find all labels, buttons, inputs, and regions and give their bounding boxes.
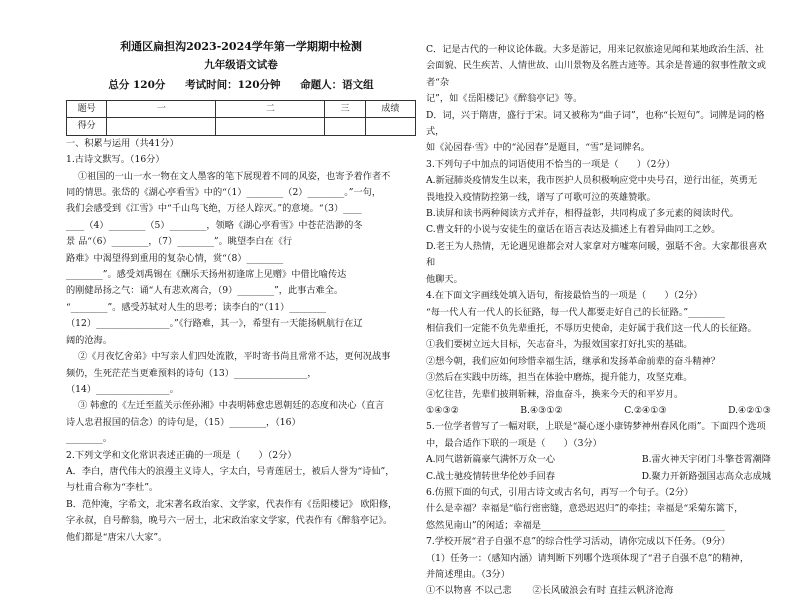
q1-line: ③ 韩愈的《左迁至蓝关示侄孙湘》中表明韩愈忠恩朝廷的态度和决心（直言 bbox=[78, 400, 385, 412]
score-header-cell: 成绩 bbox=[365, 101, 415, 118]
q5-options-row bbox=[426, 469, 771, 485]
q6-text: 什么是幸福？幸福是“临行密密缝，意恐迟迟归”的牵挂；幸福是“采菊东篱下， bbox=[426, 503, 744, 515]
q1-line: “________”。感受苏轼对人生的思考；读李白的“（11）________ bbox=[66, 301, 327, 313]
question-5: 5.一位学者曾写了一幅对联，上联是“凝心逐小康铸梦神州春风化雨”。下面四个选项 bbox=[426, 421, 766, 433]
q4-sentence: ①我们要树立远大目标，矢志奋斗，为报效国家打好扎实的基础。 bbox=[426, 339, 693, 351]
q1-line: ②《月夜忆舍弟》中写亲人们四处流散，平时寄书尚且常常不达，更何况战事 bbox=[78, 351, 391, 363]
score-cell[interactable] bbox=[216, 118, 325, 135]
q1-line: 我们会感受到《江雪》中“千山鸟飞绝，万径人踪灭。”的意境。“（3）____ bbox=[66, 203, 362, 215]
q1-line: （14）________________。 bbox=[66, 383, 179, 395]
q1-line: ____（4）________（5）________，领略《湖心亭看雪》中苍茫浩渺的冬 bbox=[66, 219, 363, 231]
score-table bbox=[66, 100, 416, 136]
q7-option: ②长风破浪会有时 直挂云帆济沧海 bbox=[532, 585, 674, 597]
question-5-cont: 中，最合适作下联的一项是（ ）（3分） bbox=[426, 437, 602, 449]
right-column bbox=[426, 42, 771, 600]
q2-option-a: A．李白，唐代伟大的浪漫主义诗人，字太白，号青莲居士，被后人誉为“诗仙”， bbox=[66, 465, 395, 477]
q1-line: 频仍，生死茫茫当更难预料的诗句（13）________________， bbox=[66, 367, 317, 379]
q4-option[interactable]: D.④②①③ bbox=[728, 404, 771, 416]
q5-options-row bbox=[426, 452, 771, 468]
q4-option[interactable]: ①④③② bbox=[426, 404, 459, 416]
q1-line: （12）________________。”《行路难，其一》，希望有一天能扬帆航行在辽 bbox=[66, 318, 363, 330]
exam-title: 利通区扁担沟2023-2024学年第一学期期中检测 bbox=[120, 40, 362, 53]
q4-sentence: ②想今朝，我们应如何珍惜幸福生活，继承和发扬革命前辈的奋斗精神？ bbox=[426, 355, 720, 367]
setter: 命题人：语文组 bbox=[300, 79, 374, 91]
exam-meta bbox=[66, 76, 416, 94]
q1-line: ________。 bbox=[66, 433, 112, 445]
q7-task-cont: 并简述理由。（3分） bbox=[426, 569, 510, 580]
q1-line: 诗人忠君报国的信念）的诗句是，（15）________，（16） bbox=[66, 416, 301, 428]
q1-line: ①祖国的一山一水一物在文人墨客的笔下展现着不同的风姿，也寄予着作者不 bbox=[78, 170, 391, 182]
question-7: 7.学校开展“君子自强不息”的综合性学习活动，请你完成以下任务。（9分） bbox=[426, 536, 731, 548]
q3-option-a-cont: 畏地投入疫情防控第一线，谱写了可歌可泣的英雄赞歌。 bbox=[426, 191, 656, 203]
total-score: 总分 120分 bbox=[108, 79, 166, 91]
q5-option-b[interactable]: B.雷火神天宇闭门斗擎苍霄潮降 bbox=[641, 454, 771, 466]
score-header-cell: 题号 bbox=[67, 101, 107, 118]
q1-line: 路难》中渴望得到重用的复杂心情，赏“（8）________ bbox=[66, 252, 284, 264]
left-column bbox=[66, 38, 416, 546]
q2-option-c-cont: 记”，如《岳阳楼记》《醉翁亭记》等。 bbox=[426, 93, 583, 105]
q7-options bbox=[426, 583, 771, 599]
score-header-cell: 三 bbox=[325, 101, 365, 118]
q4-options bbox=[426, 403, 771, 419]
q3-option-d-cont: 他聊天。 bbox=[426, 273, 463, 285]
q2-option-a-cont: 与杜甫合称为“李杜”。 bbox=[66, 482, 159, 494]
q5-option-c[interactable]: C.战士驰疫情转世华伦妙手回春 bbox=[426, 470, 556, 482]
q2-option-c-cont: 会面貌、民生疾苦、人情世故、山川景物及名胜古迹等。其余是普通的叙事性散文或者“杂 bbox=[426, 60, 766, 88]
score-header-cell: 一 bbox=[107, 101, 216, 118]
score-header-cell: 二 bbox=[216, 101, 325, 118]
question-1: 1.古诗文默写。（16分） bbox=[66, 154, 165, 166]
score-cell[interactable] bbox=[107, 118, 216, 135]
q4-sentence: ④忆往昔，先辈们披荆斩棘，浴血奋斗，换来今天的和平岁月。 bbox=[426, 388, 684, 400]
q2-option-c: C．记是古代的一种议论体裁。大多是游记，用来记叙旅途见闻和某地政治生活、社 bbox=[426, 44, 764, 55]
q4-sentence: ③然后在实践中历练，担当在体验中磨炼，提升能力，攻坚克难。 bbox=[426, 372, 693, 384]
q2-option-b: B．范仲淹，字希文，北宋著名政治家、文学家，代表作有《岳阳楼记》 欧阳修， bbox=[66, 498, 398, 510]
exam-time: 考试时间：120分钟 bbox=[185, 79, 281, 91]
section-heading: 一、积累与运用（共41分） bbox=[66, 137, 179, 149]
question-3: 3.下列句子中加点的词语使用不恰当的一项是（ ）（2分） bbox=[426, 158, 675, 170]
q7-option: ①不以物喜 不以己悲 bbox=[426, 585, 512, 597]
q3-option-c: C.曹文轩的小说与安徒生的童话在语言表达及描述上有着异曲同工之妙。 bbox=[426, 224, 721, 236]
q3-option-a: A.新冠肺炎疫情发生以来，我市医护人员积极响应党中央号召，逆行出征，英勇无 bbox=[426, 175, 758, 187]
q2-option-d: D．词，兴于隋唐，盛行于宋。词又被称为“曲子词”，也称“长短句”。词牌是词的格式， bbox=[426, 109, 765, 138]
q4-option[interactable]: C.②④①③ bbox=[624, 404, 667, 416]
q1-line: ________”。感受刘禹锡在《酬乐天扬州初逢席上见赠》中借比喻传达 bbox=[66, 269, 347, 281]
score-cell[interactable] bbox=[325, 118, 365, 135]
q4-option[interactable]: B.④③①② bbox=[520, 404, 563, 416]
q7-task: （1）任务一：（感知内涵）请判断下列哪个选项体现了“君子自强不息”的精神， bbox=[426, 552, 750, 564]
q4-text: 相信我们一定能不负先辈重托，不辱历史使命，走好属于我们这一代人的长征路。 bbox=[426, 322, 757, 334]
q5-option-a[interactable]: A.同气谐新篇豪气满怀万众一心 bbox=[426, 454, 555, 466]
q4-text: “每一代人有一代人的长征路，每一代人都要走好自己的长征路。”________ bbox=[426, 306, 725, 318]
question-6: 6.仿照下面的句式，引用古诗文或古名句，再写一个句子。（2分） bbox=[426, 486, 694, 498]
q2-option-b-cont: 他们都是“唐宋八大家”。 bbox=[66, 531, 168, 543]
q6-text: 悠然见南山”的闲适；幸福是________________________________________ bbox=[426, 519, 725, 531]
score-row-label: 得分 bbox=[67, 118, 107, 135]
q1-line: 景 品“（6）________，（7）________”。眺望李白在《行 bbox=[66, 236, 293, 248]
q2-option-d-cont: 如《沁园春·雪》中的“沁园春”是题目，“雪”是词牌名。 bbox=[426, 142, 650, 154]
q1-line: 的刚健昂扬之气：诵“人有悲欢离合，（9）________”，此事古难全。 bbox=[66, 285, 344, 297]
q1-line: 同的情思。张岱的《湖心亭看雪》中的“（1）________（2）________。”一句， bbox=[66, 187, 382, 199]
q1-line: 阔的沧海。 bbox=[66, 334, 112, 346]
q3-option-b: B.读屏和读书两种阅读方式并存，相得益彰，共同构成了多元素的阅读时代。 bbox=[426, 208, 739, 220]
q5-option-d[interactable]: D.聚力开新路强国志高众志成城 bbox=[641, 470, 771, 482]
exam-subtitle: 九年级语文试卷 bbox=[204, 59, 278, 71]
q2-option-b-cont: 字永叔，自号醉翁，晚号六一居士，北宋政治家文学家，代表作有《醉翁亭记》。 bbox=[66, 515, 393, 527]
question-4: 4.在下面文字画线处填入语句，衔接最恰当的一项是（ ）（2分） bbox=[426, 290, 703, 302]
score-cell[interactable] bbox=[365, 118, 415, 135]
q3-option-d: D.老王为人热情，无论遇见谁都会对人家拿对方嘘寒问暖，强聒不舍。大家都很喜欢和 bbox=[426, 240, 767, 269]
question-2: 2.下列文学和文化常识表述正确的一项是（ ）（2分） bbox=[66, 449, 297, 461]
